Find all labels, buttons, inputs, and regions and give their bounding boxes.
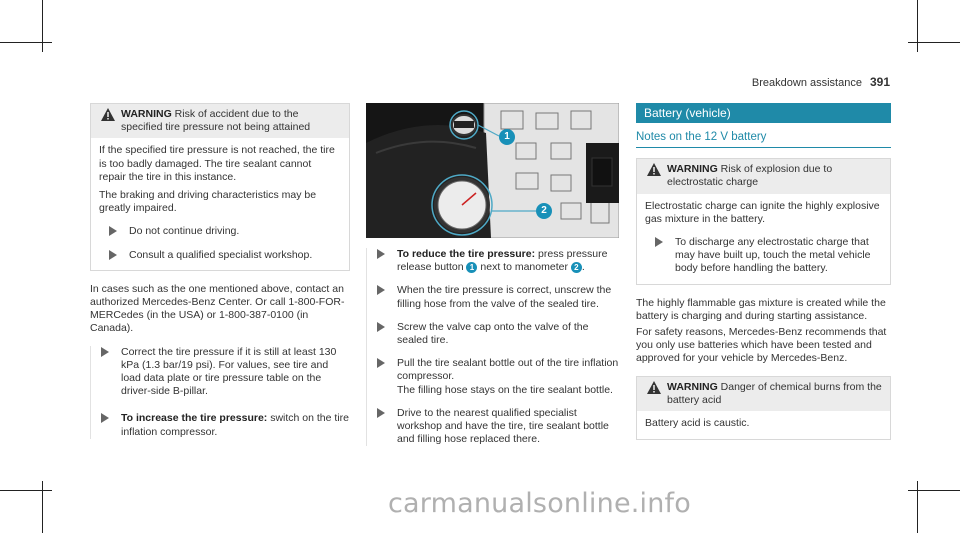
arrow-icon xyxy=(101,413,109,423)
column-1 xyxy=(90,103,350,439)
warning-body xyxy=(637,194,890,284)
section-name: Breakdown assistance xyxy=(751,77,862,89)
arrow-icon xyxy=(377,408,385,418)
section-title-bar: Battery (vehicle) xyxy=(636,103,891,123)
step-text: To discharge any electrostatic charge that may have built up, touch the metal vehicle body before handling the battery. xyxy=(675,236,871,275)
callout-2-inline: 2 xyxy=(571,262,582,273)
warning-label: WARNING xyxy=(667,163,718,176)
crop-mark xyxy=(42,0,43,52)
warning-text: If the specified tire pressure is not reached, the tire is too badly damaged. The tire sealant cannot repair the tire in this instance. xyxy=(99,144,335,183)
step-text: Pull the tire sealant bottle out of the tire inflation compressor. xyxy=(397,357,619,383)
warning-icon xyxy=(647,163,661,176)
step-text: switch on the tire inflation compressor. xyxy=(121,412,349,438)
crop-mark xyxy=(908,490,960,491)
step-text: Drive to the nearest qualified specialist workshop and have the tire, tire sealant bottle and filling hose replaced there. xyxy=(397,406,609,446)
warning-body xyxy=(637,411,890,439)
arrow-icon xyxy=(377,249,385,259)
arrow-icon xyxy=(377,285,385,295)
instruction-step xyxy=(99,249,341,262)
paragraph: The highly flammable gas mixture is created while the battery is charging and during starting assistance. xyxy=(636,296,886,322)
crop-mark xyxy=(0,490,52,491)
warning-icon xyxy=(101,108,115,121)
step-text: Consult a qualified specialist workshop. xyxy=(129,248,313,261)
crop-mark xyxy=(917,0,918,52)
arrow-icon xyxy=(377,322,385,332)
step-bold: To reduce the tire pressure: xyxy=(397,248,536,260)
arrow-icon xyxy=(377,358,385,368)
warning-text: Electrostatic charge can ignite the highly explosive gas mixture in the battery. xyxy=(645,199,880,225)
step-text: Do not continue driving. xyxy=(129,225,240,238)
callout-2: 2 xyxy=(536,203,552,219)
warning-header xyxy=(637,159,890,193)
watermark: carmanualsonline.info xyxy=(388,488,691,519)
warning-text: Battery acid is caustic. xyxy=(645,417,750,430)
step-text: The filling hose stays on the tire sealant bottle. xyxy=(397,383,613,396)
warning-text: The braking and driving characteristics may be greatly impaired. xyxy=(99,189,317,215)
warning-label: WARNING xyxy=(667,380,718,393)
step-text: When the tire pressure is correct, unscrew the filling hose from the valve of the sealed tire. xyxy=(397,284,612,310)
sub-title: Notes on the 12 V battery xyxy=(636,123,891,148)
paragraph: In cases such as the one mentioned above, contact an authorized Mercedes-Benz Center. Or call 1-800-FOR-MERCedes (in the USA) or 1-800-387-0100 (in Canada). xyxy=(90,282,345,335)
step-text: Screw the valve cap onto the valve of the sealed tire. xyxy=(397,320,589,347)
crop-mark xyxy=(42,481,43,533)
crop-mark xyxy=(917,481,918,533)
step-text: next to manometer xyxy=(480,261,568,274)
warning-label: WARNING xyxy=(121,108,172,120)
warning-box xyxy=(90,103,350,271)
warning-title: Risk of accident due to the specified tire pressure not being attained xyxy=(121,108,311,134)
running-header xyxy=(752,76,890,90)
page-number: 391 xyxy=(869,75,890,89)
warning-title: Danger of chemical burns from the battery acid xyxy=(667,380,882,406)
callout-1: 1 xyxy=(499,129,515,145)
instruction-step xyxy=(367,284,619,310)
instruction-step xyxy=(91,412,350,438)
crop-mark xyxy=(908,42,960,43)
arrow-icon xyxy=(109,226,117,236)
instruction-step xyxy=(367,407,619,447)
steps-block xyxy=(366,248,619,446)
arrow-icon xyxy=(655,237,663,247)
compressor-photo xyxy=(366,103,619,238)
warning-box xyxy=(636,158,891,284)
instruction-step xyxy=(91,346,350,399)
compressor-illustration xyxy=(366,103,619,238)
instruction-step xyxy=(367,357,619,397)
instruction-step xyxy=(645,236,882,276)
warning-header xyxy=(637,377,890,411)
crop-mark xyxy=(0,42,52,43)
warning-header xyxy=(91,104,349,138)
column-3 xyxy=(636,103,891,440)
arrow-icon xyxy=(109,250,117,260)
paragraph: For safety reasons, Mercedes-Benz recommends that you only use batteries which have been tested and approved for your vehicle by Mercedes-Benz. xyxy=(636,326,887,365)
step-bold: To increase the tire pressure: xyxy=(121,412,268,425)
arrow-icon xyxy=(101,347,109,357)
warning-title: Risk of explosion due to electrostatic charge xyxy=(667,163,833,189)
instruction-step: To reduce the tire pressure: press pressure release button 1 next to manometer 2 . xyxy=(367,248,619,274)
warning-box xyxy=(636,376,891,441)
instruction-step xyxy=(367,321,619,347)
step-text: press pressure release button xyxy=(397,248,608,274)
paragraph-block xyxy=(636,297,891,366)
warning-body xyxy=(91,138,349,269)
column-2 xyxy=(366,103,619,446)
instruction-step xyxy=(99,225,341,238)
warning-icon xyxy=(647,381,661,394)
callout-1-inline: 1 xyxy=(466,262,477,273)
step-text: Correct the tire pressure if it is still at least 130 kPa (1.3 bar/19 psi). For values, see tire and load data plate or tire pressure table on the driver-side B-pillar. xyxy=(121,345,337,398)
steps-block xyxy=(90,346,350,439)
